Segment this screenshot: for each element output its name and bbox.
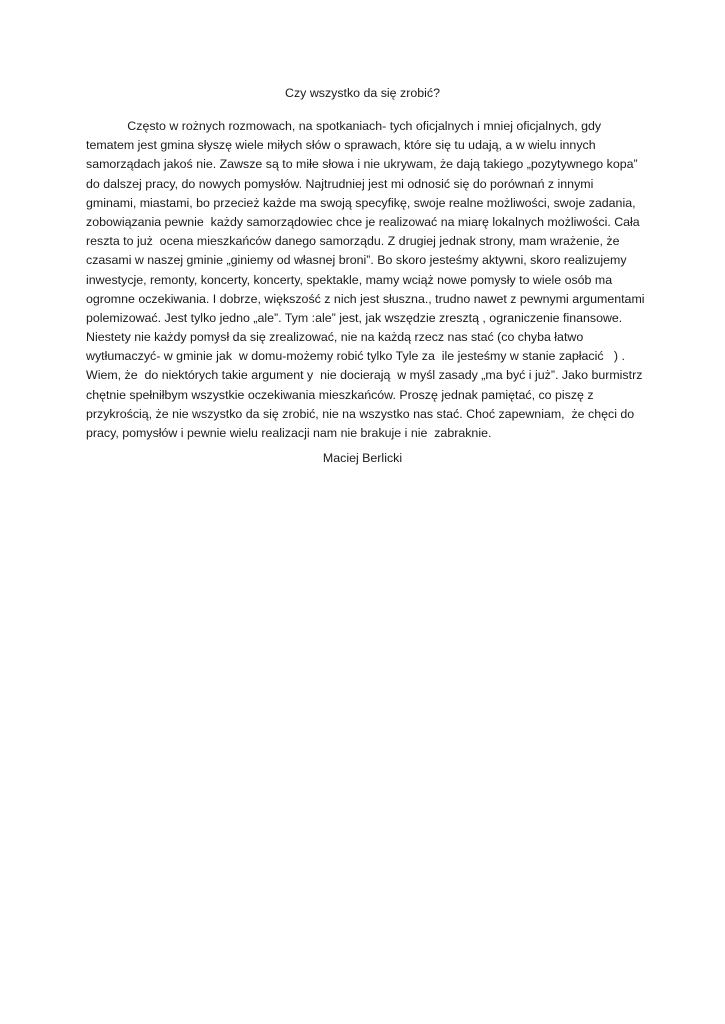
body-line: ogromne oczekiwania. I dobrze, większość z nich jest słuszna., trudno nawet z pewnymi argumentami bbox=[86, 291, 645, 306]
body-line: polemizować. Jest tylko jedno „ale”. Tym :ale” jest, jak wszędzie zresztą , ograniczenie finansowe. bbox=[86, 310, 623, 325]
body-line: inwestycje, remonty, koncerty, koncerty, spektakle, mamy wciąż nowe pomysły to wiele osób ma bbox=[86, 272, 613, 287]
body-line: gminami, miastami, bo przecież każde ma swoją specyfikę, swoje realne możliwości, swoje zadania, bbox=[86, 195, 636, 210]
body-line: Wiem, że do niektórych takie argument y nie docierają w myśl zasady „ma być i już”. Jako burmistrz bbox=[86, 368, 643, 383]
body-line: Niestety nie każdy pomysł da się zrealizować, nie na każdą rzecz nas stać (co chyba łatwo bbox=[86, 330, 584, 345]
body-line: czasami w naszej gminie „giniemy od własnej broni”. Bo skoro jesteśmy aktywni, skoro realizujemy bbox=[86, 253, 627, 268]
author-signature: Maciej Berlicki bbox=[322, 451, 403, 465]
body-line: samorządach jakoś nie. Zawsze są to miłe słowa i nie ukrywam, że dają takiego „pozytywnego kopa” bbox=[86, 157, 638, 172]
body-line: do dalszej pracy, do nowych pomysłów. Najtrudniej jest mi odnosić się do porównań z innymi bbox=[86, 176, 594, 191]
body-line: chętnie spełniłbym wszystkie oczekiwania mieszkańców. Proszę jednak pamiętać, co piszę z bbox=[86, 387, 594, 402]
document-body bbox=[86, 117, 656, 443]
body-line: przykrością, że nie wszystko da się zrobić, nie na wszystko nas stać. Choć zapewniam, że chęci do bbox=[86, 406, 635, 421]
body-line: pracy, pomysłów i pewnie wielu realizacji nam nie brakuje i nie zabraknie. bbox=[86, 426, 492, 440]
body-line: reszta to już ocena mieszkańców danego samorządu. Z drugiej jednak strony, mam wrażenie, że bbox=[86, 234, 620, 249]
body-line: Często w rożnych rozmowach, na spotkaniach- tych oficjalnych i mniej oficjalnych, gdy bbox=[86, 119, 602, 133]
document-title: Czy wszystko da się zrobić? bbox=[285, 86, 440, 100]
body-line: zobowiązania pewnie każdy samorządowiec chce je realizować na miarę lokalnych możliwości. Cała bbox=[86, 214, 640, 229]
body-line: tematem jest gmina słyszę wiele miłych słów o sprawach, które się tu udają, a w wielu innych bbox=[86, 138, 596, 153]
body-line: wytłumaczyć- w gminie jak w domu-możemy robić tylko Tyle za ile jesteśmy w stanie zapłacić ) . bbox=[86, 349, 625, 364]
